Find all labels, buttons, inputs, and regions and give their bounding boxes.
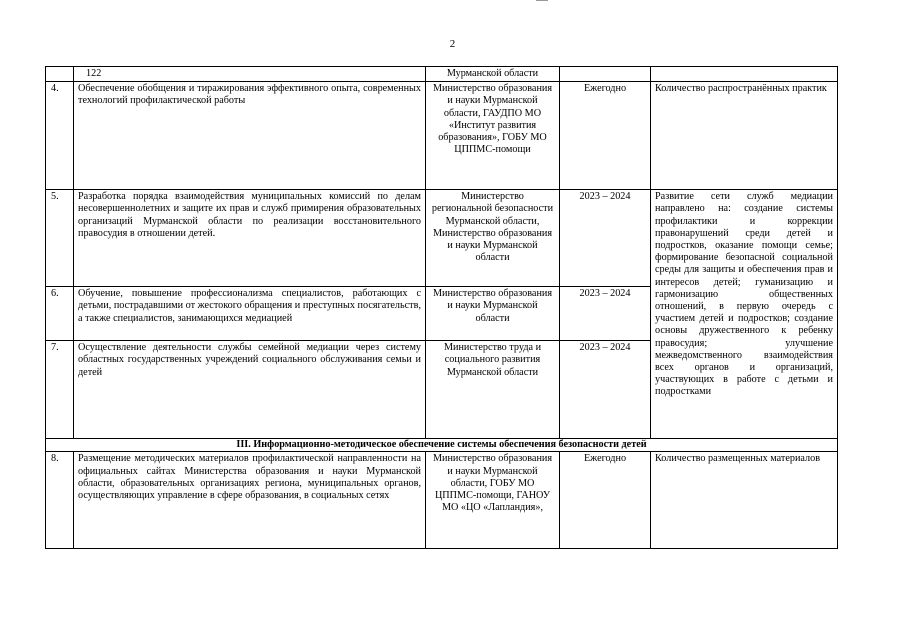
- indicator-cell: [651, 67, 838, 82]
- indicator-cell: Количество размещенных материалов: [651, 452, 838, 549]
- term-cell: 2023 – 2024: [560, 287, 651, 341]
- term-cell: Ежегодно: [560, 82, 651, 190]
- table-row: [46, 190, 838, 287]
- plan-table: [45, 66, 838, 549]
- term-cell: [560, 67, 651, 82]
- action-cell: Обучение, повышение профессионализма специалистов, работающих с детьми, пострадавшими от жестокого обращения и преступных посягательств, а также специалистов, занимающихся медиацией: [74, 287, 426, 341]
- row-number: 5.: [46, 190, 74, 287]
- row-number: [46, 67, 74, 82]
- action-cell: Обеспечение обобщения и тиражирования эффективного опыта, современных технологий профилактической работы: [74, 82, 426, 190]
- action-cell: Осуществление деятельности службы семейной медиации через систему областных государственных учреждений социального обслуживания семьи и детей: [74, 341, 426, 439]
- page-top-mark: [536, 0, 548, 1]
- section-row: [46, 439, 838, 452]
- action-cell: Разработка порядка взаимодействия муниципальных комиссий по делам несовершеннолетних и защите их прав и служб примирения образовательных организаций Мурманской области по реализации восстановительного правосудия в отношении детей.: [74, 190, 426, 287]
- executor-cell: Мурманской области: [426, 67, 560, 82]
- action-cell: 122: [74, 67, 426, 82]
- row-number: 6.: [46, 287, 74, 341]
- row-number: 4.: [46, 82, 74, 190]
- term-cell: 2023 – 2024: [560, 190, 651, 287]
- executor-cell: Министерство образования и науки Мурманской области, ГОБУ МО ЦППМС-помощи, ГАНОУ МО «ЦО «Лапландия»,: [426, 452, 560, 549]
- row-number: 7.: [46, 341, 74, 439]
- executor-cell: Министерство образования и науки Мурманской области, ГАУДПО МО «Институт развития образования», ГОБУ МО ЦППМС-помощи: [426, 82, 560, 190]
- executor-cell: Министерство труда и социального развития Мурманской области: [426, 341, 560, 439]
- table-row: [46, 452, 838, 549]
- indicator-cell: Количество распространённых практик: [651, 82, 838, 190]
- term-cell: Ежегодно: [560, 452, 651, 549]
- executor-cell: Министерство образования и науки Мурманской области: [426, 287, 560, 341]
- table-row: [46, 67, 838, 82]
- page-number: 2: [449, 38, 456, 50]
- table-row: [46, 82, 838, 190]
- section-title: III. Информационно-методическое обеспечение системы обеспечения безопасности детей: [46, 439, 838, 452]
- row-number: 8.: [46, 452, 74, 549]
- action-cell: Размещение методических материалов профилактической направленности на официальных сайтах Министерства образования и науки Мурманской области, образовательных организациях региона, муниципальных органов, осуществляющих управление в сфере образования, в социальных сетях: [74, 452, 426, 549]
- indicator-cell: Развитие сети служб медиации направлено на: создание системы профилактики и коррекции правонарушений среди детей и подростков, оказание помощи семье; формирование безопасной социальной среды для защиты и обеспечения прав и интересов детей; гуманизацию и гармонизацию общественных отношений, в первую очередь с участием детей и подростков; создание основы дружественного к ребенку правосудия; улучшение межведомственного взаимодействия всех органов и организаций, участвующих в работе с детьми и подростками: [651, 190, 838, 439]
- executor-cell: Министерство региональной безопасности Мурманской области, Министерство образования и науки Мурманской области: [426, 190, 560, 287]
- term-cell: 2023 – 2024: [560, 341, 651, 439]
